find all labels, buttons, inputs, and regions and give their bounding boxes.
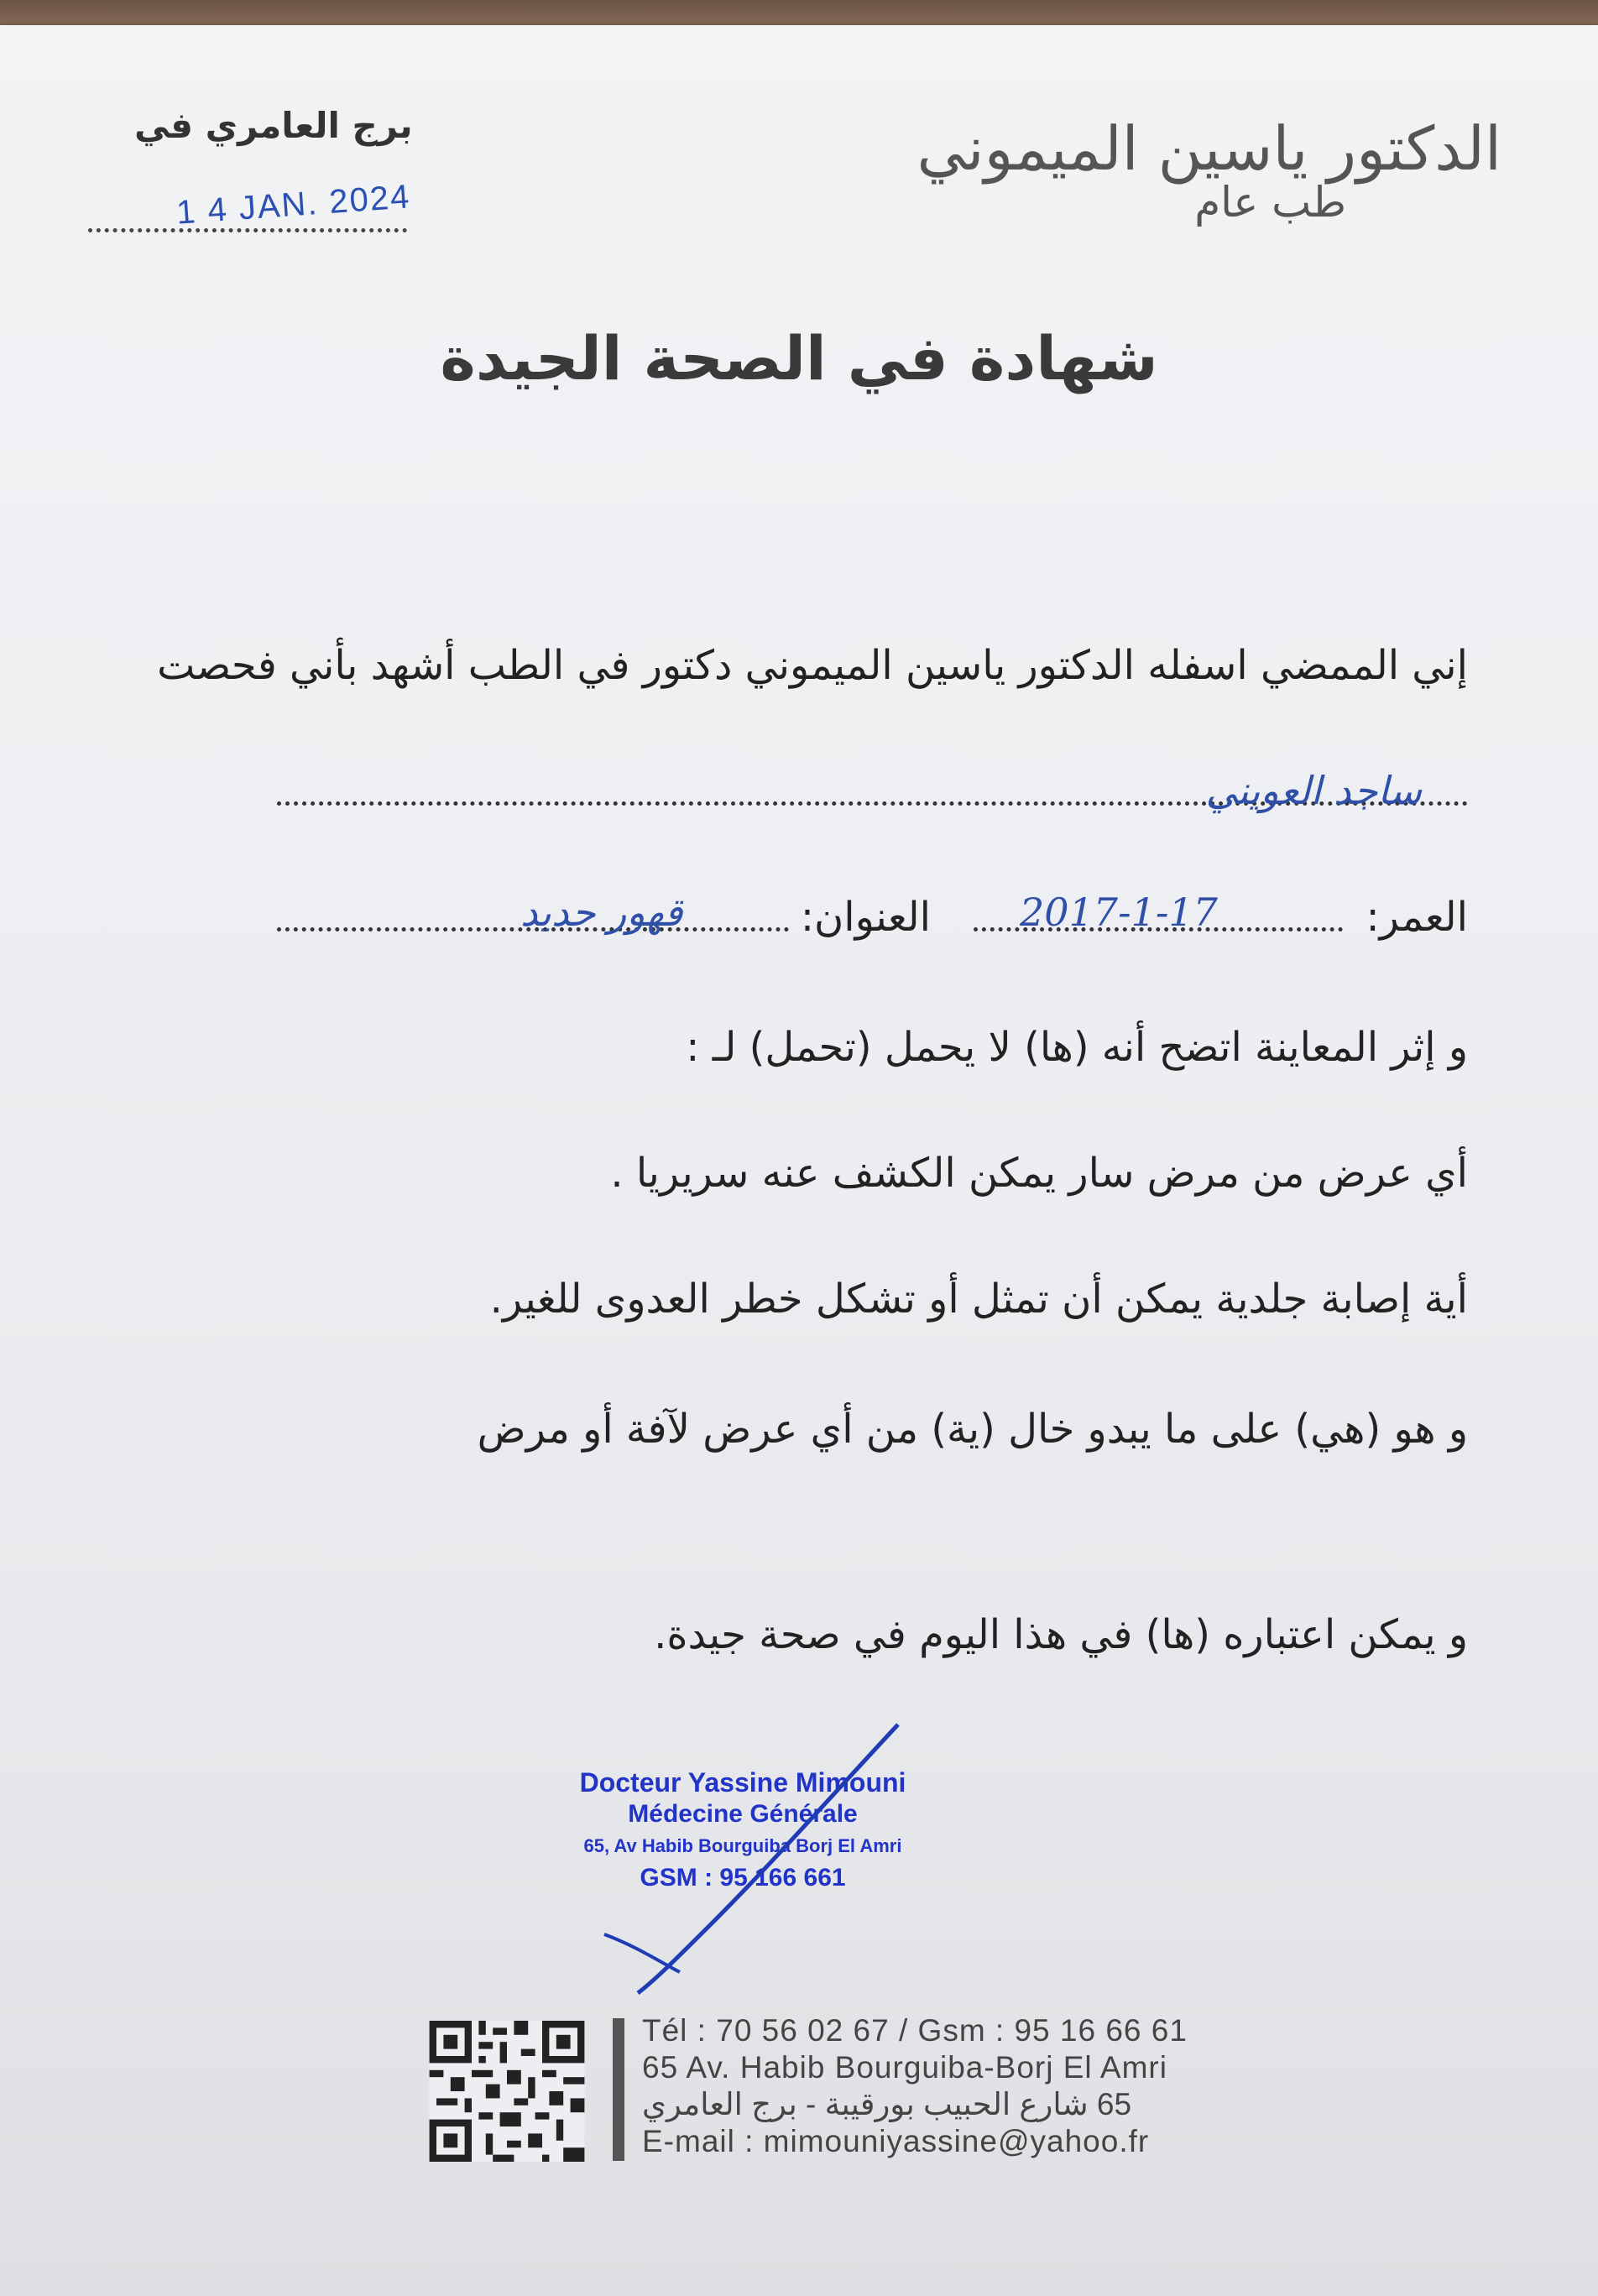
age-label: العمر: [1366,894,1468,941]
patient-name-handwriting: ساجد العويني [1205,768,1422,813]
skin-line: أية إصابة جلدية يمكن أن تمثل أو تشكل خطر العدوى للغير. [489,1276,1468,1323]
stamp-address: 65, Av Habib Bourguiba Borj El Amri [583,1835,902,1856]
stamp-specialty: Médecine Générale [628,1800,858,1828]
place-label: برج العامري في [134,105,413,146]
address-handwriting: قهور حديد [520,890,683,935]
stamp-gsm: GSM : 95 166 661 [640,1864,846,1892]
footer-email: E-mail : mimouniyassine@yahoo.fr [642,2124,1150,2158]
intro-line: إني الممضي اسفله الدكتور ياسين الميموني دكتور في الطب أشهد بأني فحصت [157,642,1468,689]
free-of-disease-line: و هو (هي) على ما يبدو خال (ية) من أي عرض لآفة أو مرض [477,1406,1468,1453]
conclusion-line: و يمكن اعتباره (ها) في هذا اليوم في صحة جيدة. [654,1611,1468,1658]
certificate-title: شهادة في الصحة الجيدة [440,323,1158,394]
footer-divider [613,2018,624,2161]
address-label: العنوان: [800,894,931,941]
footer-phone: Tél : 70 56 02 67 / Gsm : 95 16 66 61 [642,2013,1188,2048]
signature-icon [588,1720,923,1997]
qr-code-icon [428,2021,586,2162]
footer-contact [642,2012,1188,2160]
footer-address-ar: 65 شارع الحبيب بورقيبة - برج العامري [642,2087,1132,2121]
examination-line: و إثر المعاينة اتضح أنه (ها) لا يحمل (تحمل) لـ : [686,1024,1468,1071]
age-handwriting: 2017-1-17 [1020,890,1218,935]
doctor-specialty: طب عام [1194,178,1346,227]
disease-line: أي عرض من مرض سار يمكن الكشف عنه سريريا . [610,1150,1468,1197]
date-stamp: 1 4 JAN. 2024 [175,178,412,232]
stamp-name: Docteur Yassine Mimouni [579,1767,906,1798]
footer-address-fr: 65 Av. Habib Bourguiba-Borj El Amri [642,2050,1167,2085]
doctor-name-heading: الدكتور ياسين الميموني [916,113,1501,184]
